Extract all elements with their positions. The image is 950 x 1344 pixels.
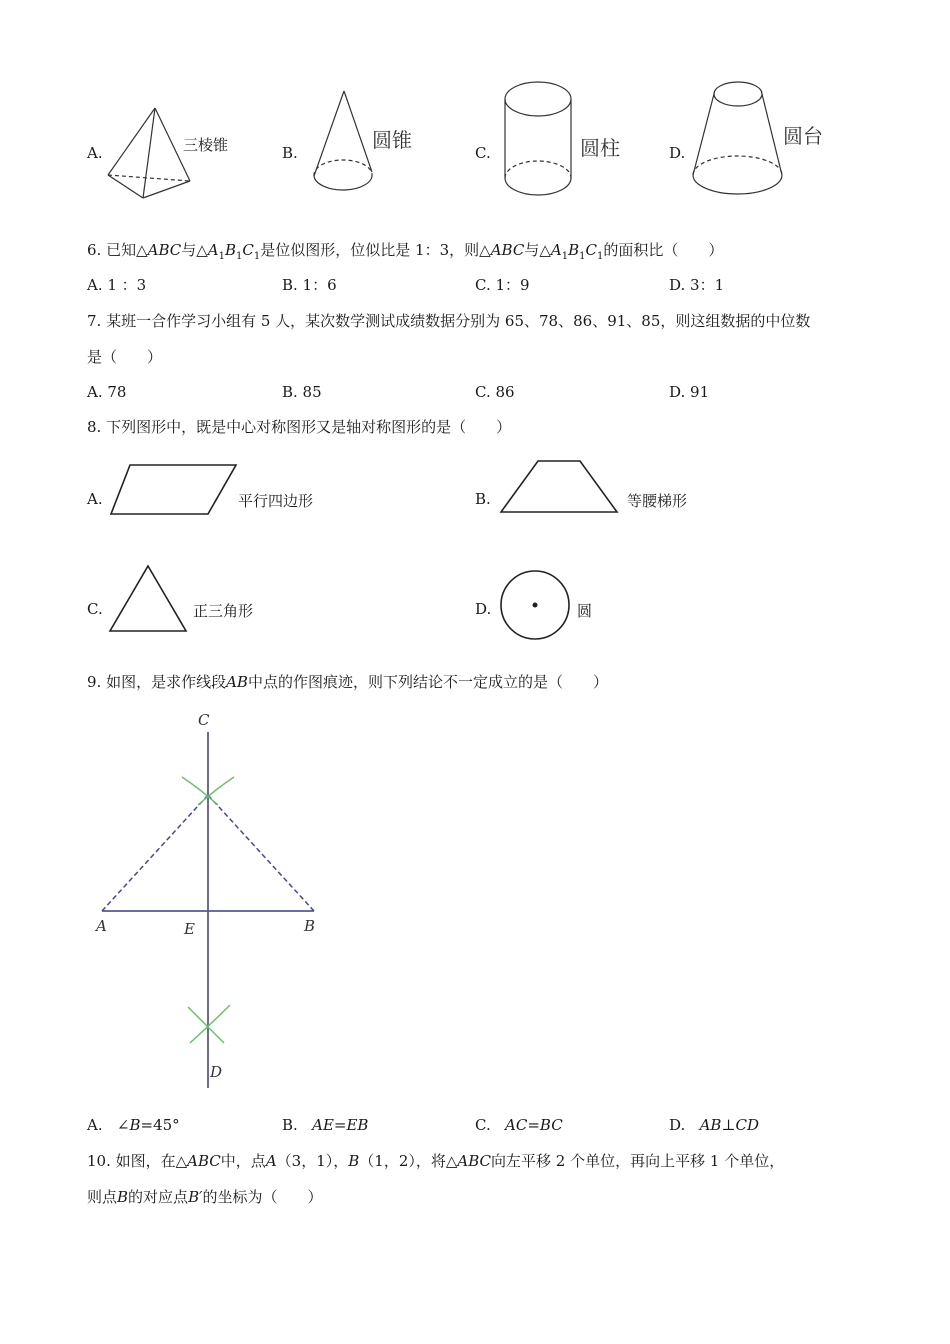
q6-abc: ABC [147, 241, 182, 259]
q9-option-d[interactable] [669, 1115, 759, 1135]
point-b-label: B [304, 917, 316, 935]
q6-option-d[interactable]: D. 3：1 [669, 276, 725, 294]
q6-sub2: 1 [236, 251, 243, 262]
q6-option-c[interactable]: C. 1：9 [475, 276, 530, 294]
q6-a1-2: A [550, 241, 562, 259]
q10-bp: B′ [188, 1188, 203, 1206]
arc-upper-2 [198, 777, 234, 805]
q9-option-a[interactable] [87, 1115, 180, 1135]
q9-option-d-v1: AB [699, 1116, 722, 1134]
q6-sub4: 1 [561, 251, 569, 262]
q10-l2b: 的对应点 [128, 1188, 189, 1206]
q6-option-a[interactable]: A. 1 ：3 [87, 276, 147, 294]
arc-lower-2 [190, 1005, 230, 1043]
q5-option-c-label: 圆柱 [580, 136, 620, 160]
q9-option-b[interactable] [282, 1115, 368, 1135]
q8-option-b-label: 等腰梯形 [627, 492, 688, 510]
q9-option-d-letter: D. [669, 1116, 686, 1134]
q9-option-d-mid: ⊥ [721, 1116, 736, 1134]
q8-option-d-letter[interactable]: D. [475, 600, 492, 618]
q6-sub5: 1 [579, 251, 586, 262]
q10-stem-line1 [87, 1151, 784, 1171]
point-c-label: C [198, 711, 210, 729]
arc-lower-1 [188, 1007, 224, 1043]
q10-l1a: 10. 如图，在△ [87, 1152, 188, 1170]
q9-option-d-v2: CD [735, 1116, 760, 1134]
q5-option-a-label: 三棱锥 [183, 136, 229, 154]
q9-option-c-letter: C. [475, 1116, 491, 1134]
q9-option-b-v2: EB [346, 1116, 369, 1134]
q6-a1: A [207, 241, 219, 259]
q6-sub3: 1 [253, 251, 261, 262]
q7-stem-line2: 是（ ） [87, 348, 163, 366]
q9-option-a-letter: A. [87, 1116, 103, 1134]
q9-option-c-v1: AC [505, 1116, 528, 1134]
q9-option-a-mid: =45° [140, 1116, 180, 1134]
q5-option-a-letter[interactable]: A. [87, 144, 103, 162]
q9-option-b-v1: AE [312, 1116, 334, 1134]
q8-option-a-label: 平行四边形 [238, 492, 314, 510]
equilateral-triangle-figure [108, 563, 190, 635]
q10-a: A [265, 1152, 277, 1170]
q9-option-c-mid: = [527, 1116, 540, 1134]
q6-sub1: 1 [218, 251, 226, 262]
q9-option-a-v1: B [129, 1116, 141, 1134]
q6-stem-a: 6. 已知△ [87, 241, 148, 259]
q9-option-c[interactable] [475, 1115, 563, 1135]
q9-option-c-v2: BC [539, 1116, 563, 1134]
q6-stem-b: 与△ [181, 241, 208, 259]
arc-upper-1 [182, 777, 218, 805]
cylinder-figure [502, 80, 574, 202]
q6-c1: C [242, 241, 254, 259]
q7-stem-line1: 7. 某班一合作学习小组有 5 人，某次数学测试成绩数据分别为 65、78、86、91、85，则这组数据的中位数 [87, 312, 811, 330]
q5-option-d-letter[interactable]: D. [669, 144, 686, 162]
q5-option-c-letter[interactable]: C. [475, 144, 491, 162]
q7-option-a[interactable]: A. 78 [87, 383, 127, 401]
q10-abc: ABC [187, 1152, 221, 1170]
q6-stem [87, 240, 723, 267]
point-d-label: D [210, 1063, 223, 1081]
point-a-label: A [96, 917, 107, 935]
q10-b-2: B [117, 1188, 129, 1206]
q8-stem: 8. 下列图形中，既是中心对称图形又是轴对称图形的是（ ） [87, 418, 512, 436]
q9-option-b-mid: = [333, 1116, 347, 1134]
q9-stem-b: 中点的作图痕迹，则下列结论不一定成立的是（ ） [247, 673, 608, 691]
q9-option-a-pre: ∠ [116, 1116, 130, 1134]
q10-b: B [348, 1152, 360, 1170]
q8-option-a-letter[interactable]: A. [87, 490, 103, 508]
q6-sub6: 1 [596, 251, 604, 262]
q9-stem-a: 9. 如图，是求作线段 [87, 673, 227, 691]
cone-figure [310, 88, 376, 200]
q5-option-b-label: 圆锥 [372, 128, 412, 152]
frustum-figure [690, 80, 786, 200]
q8-option-c-label: 正三角形 [193, 602, 254, 620]
q6-option-b[interactable]: B. 1：6 [282, 276, 337, 294]
q8-option-d-label: 圆 [577, 602, 593, 620]
q10-l1c: （3，1）， [276, 1152, 349, 1170]
q9-stem [87, 672, 608, 692]
q5-option-d-label: 圆台 [783, 124, 823, 148]
isosceles-trapezoid-figure [498, 458, 620, 516]
q6-stem-b-2: 与△ [524, 241, 551, 259]
q9-ab: AB [226, 673, 248, 691]
q6-stem-d: 的面积比（ ） [603, 241, 724, 259]
q10-l2a: 则点 [87, 1188, 118, 1206]
q9-option-b-letter: B. [282, 1116, 298, 1134]
triangular-pyramid-figure [105, 105, 195, 205]
q6-c1-2: C [585, 241, 597, 259]
circle-figure [499, 570, 571, 642]
q6-b1-2: B [568, 241, 580, 259]
q10-l1d: （1，2），将△ [359, 1152, 458, 1170]
q7-option-d[interactable]: D. 91 [669, 383, 710, 401]
q10-stem-line2 [87, 1187, 323, 1207]
q5-option-b-letter[interactable]: B. [282, 144, 298, 162]
point-e-label: E [184, 920, 195, 938]
q6-b1: B [225, 241, 237, 259]
q7-option-b[interactable]: B. 85 [282, 383, 322, 401]
q6-abc-2: ABC [490, 241, 525, 259]
q6-stem-c: 是位似图形，位似比是 1：3，则△ [260, 241, 491, 259]
q8-option-b-letter[interactable]: B. [475, 490, 491, 508]
dashed-ac [102, 795, 208, 911]
parallelogram-figure [108, 462, 240, 518]
dashed-bc [208, 795, 314, 911]
q10-l1e: 向左平移 2 个单位，再向上平移 1 个单位， [491, 1152, 785, 1170]
perpendicular-bisector-construction [90, 705, 330, 1095]
q7-option-c[interactable]: C. 86 [475, 383, 515, 401]
q10-l1b: 中，点 [220, 1152, 266, 1170]
q8-option-c-letter[interactable]: C. [87, 600, 103, 618]
q10-abc-2: ABC [457, 1152, 492, 1170]
q10-l2c: 的坐标为（ ） [202, 1188, 323, 1206]
